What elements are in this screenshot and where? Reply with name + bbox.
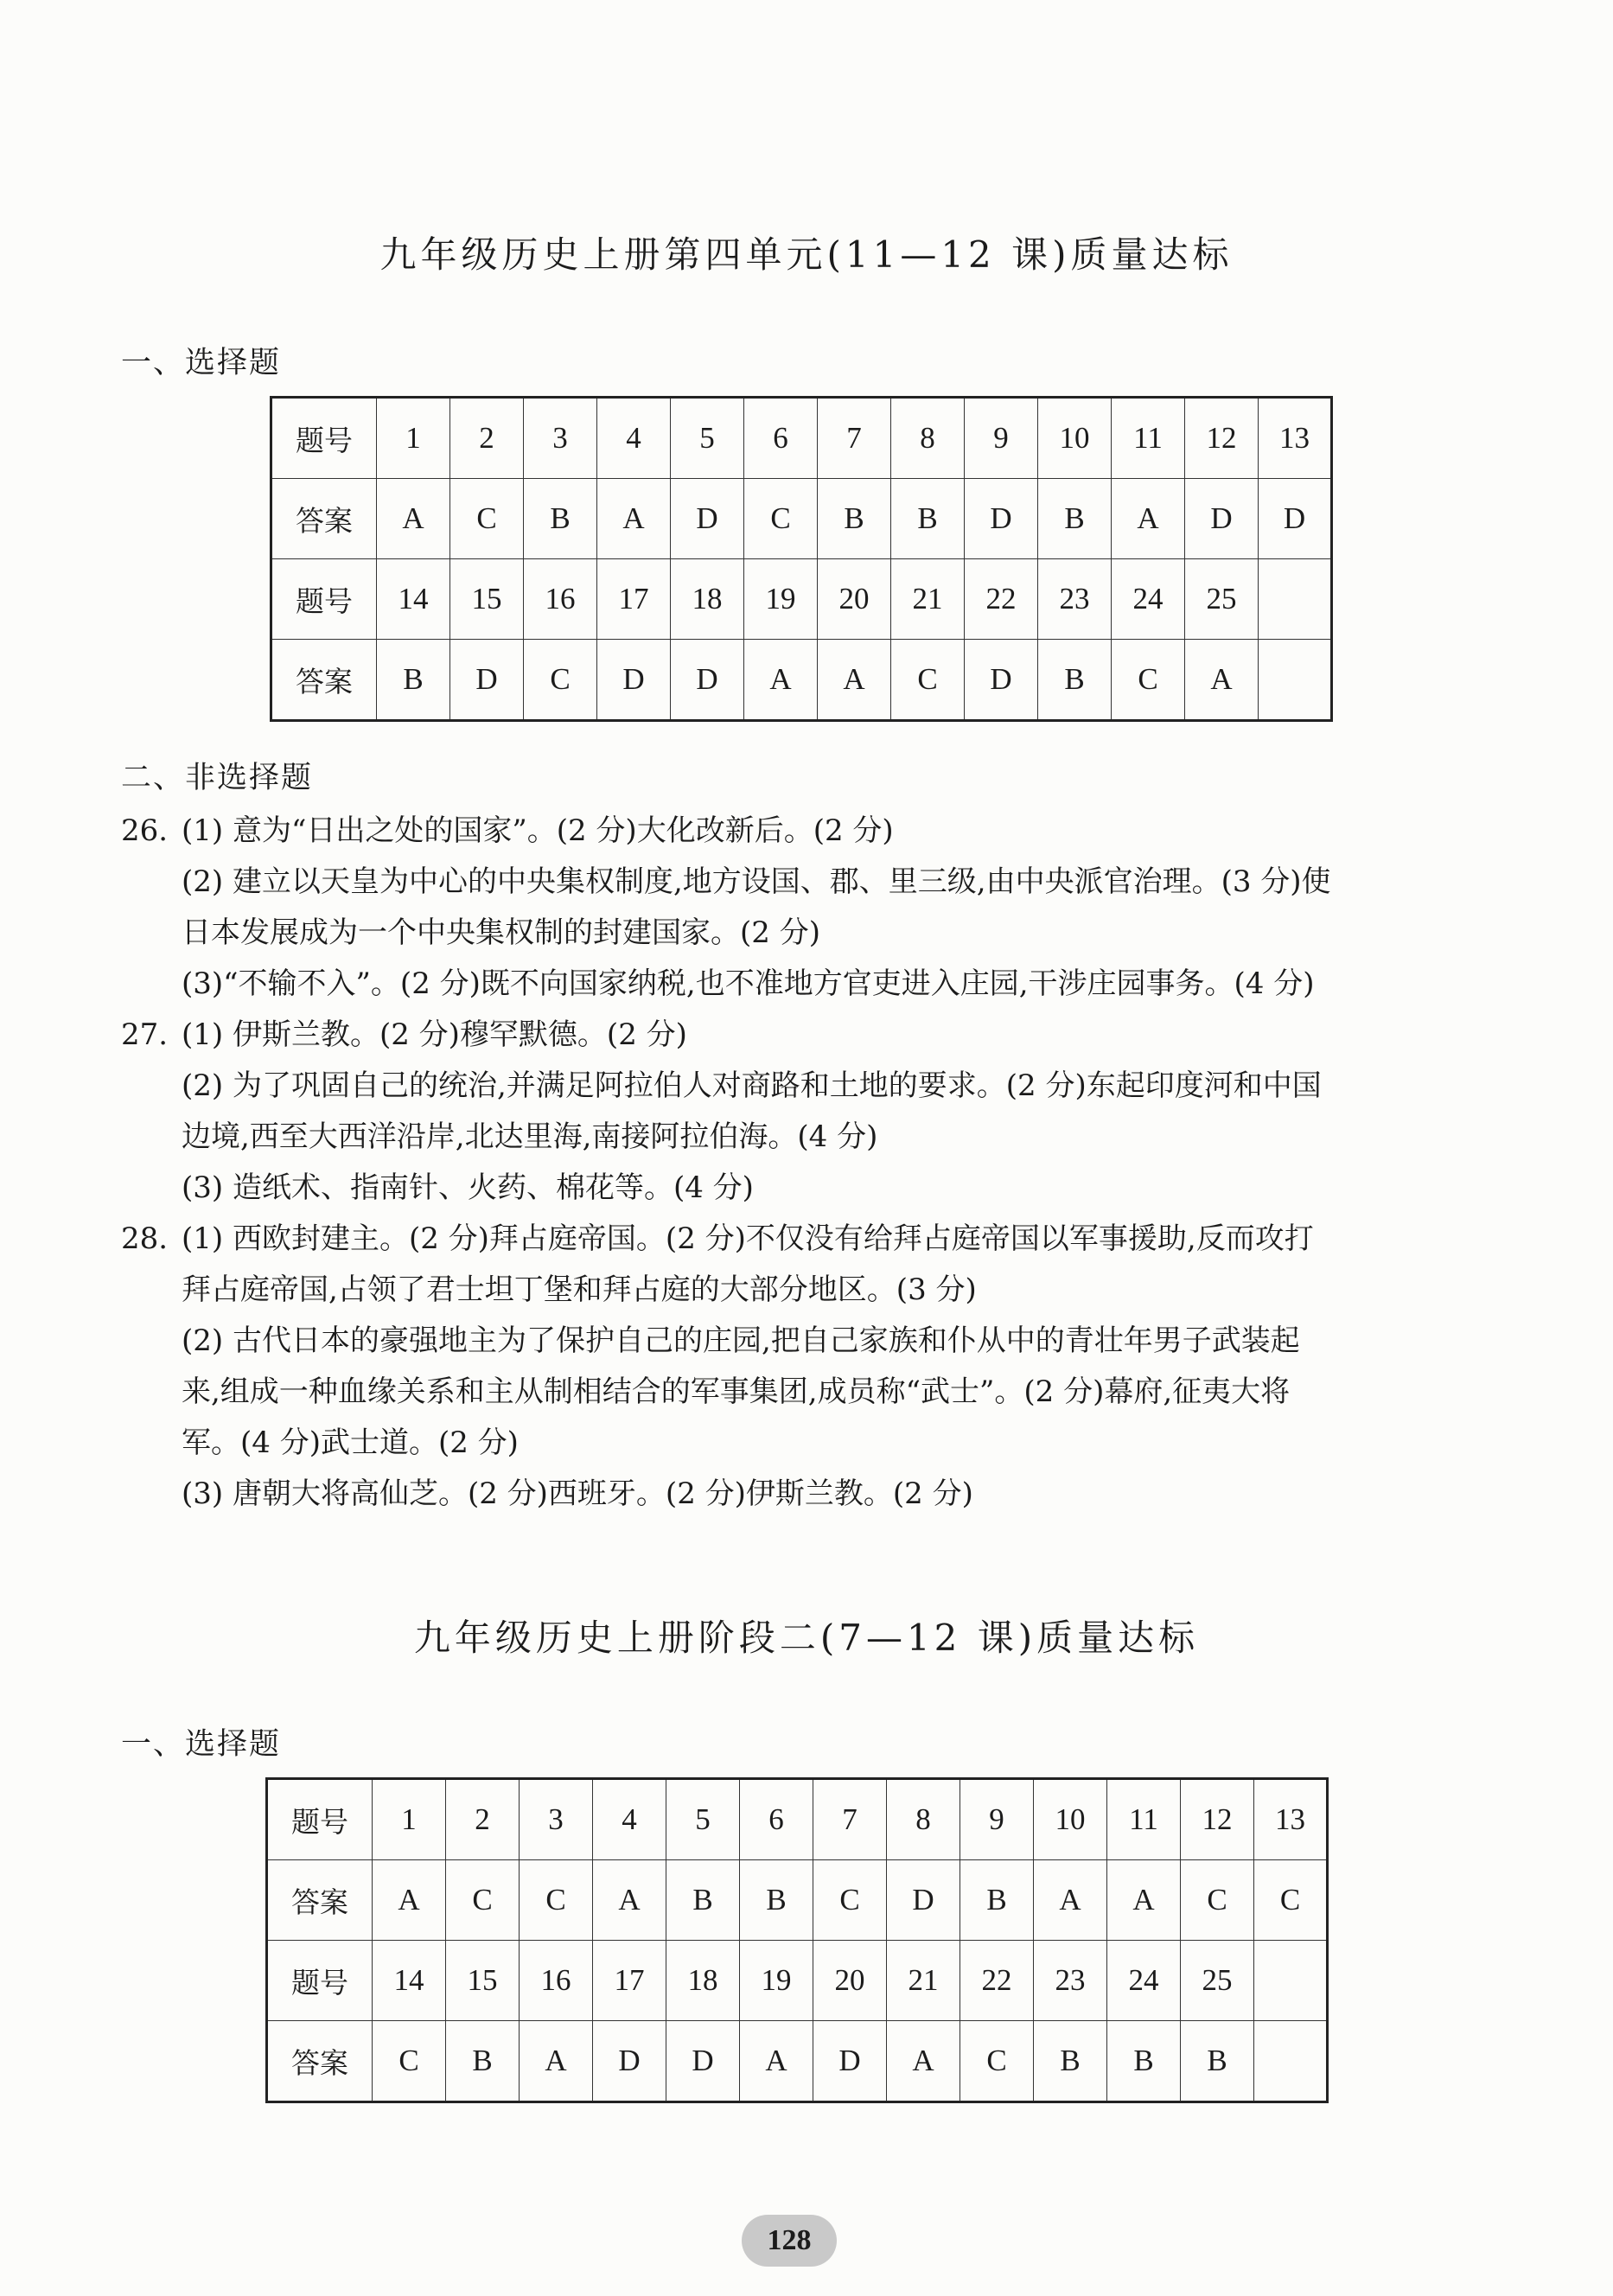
stage2-cell: 14: [373, 1941, 446, 2021]
unit4-cell: 22: [965, 559, 1038, 640]
unit4-cell: 21: [891, 559, 965, 640]
unit4-cell: 9: [965, 398, 1038, 479]
stage2-cell: D: [593, 2021, 666, 2102]
unit4-cell: 2: [450, 398, 524, 479]
stage2-cell: C: [373, 2021, 446, 2102]
stage2-cell: 25: [1181, 1941, 1254, 2021]
stage2-cell: [1254, 2021, 1328, 2102]
stage2-cell: 10: [1034, 1779, 1107, 1860]
unit4-cell: 15: [450, 559, 524, 640]
unit4-row-label: 题号: [271, 398, 377, 479]
stage2-cell: 6: [740, 1779, 813, 1860]
answer-text: (2) 建立以天皇为中心的中央集权制度,地方设国、郡、里三级,由中央派官治理。(3 分)使: [182, 864, 1331, 899]
stage2-row-label: 答案: [267, 2021, 373, 2102]
unit4-cell: A: [1112, 479, 1185, 559]
stage2-cell: 11: [1107, 1779, 1181, 1860]
unit4-row: [271, 640, 1332, 721]
stage2-cell: D: [813, 2021, 887, 2102]
stage2-cell: D: [666, 2021, 740, 2102]
stage2-answer-table: [265, 1777, 1329, 2103]
question-number: 26.: [121, 813, 169, 848]
unit4-cell: 7: [818, 398, 891, 479]
stage2-cell: A: [887, 2021, 960, 2102]
stage2-cell: 19: [740, 1941, 813, 2021]
unit4-cell: 1: [377, 398, 450, 479]
answer-line: [121, 908, 1504, 959]
stage2-cell: 4: [593, 1779, 666, 1860]
stage2-cell: B: [446, 2021, 520, 2102]
stage2-cell: 8: [887, 1779, 960, 1860]
unit4-cell: D: [965, 479, 1038, 559]
unit4-cell: [1259, 640, 1332, 721]
stage2-row-label: 题号: [267, 1779, 373, 1860]
stage2-cell: A: [1034, 1860, 1107, 1941]
stage2-cell: 12: [1181, 1779, 1254, 1860]
question-number: 28.: [121, 1221, 169, 1256]
unit4-answer-table: [270, 396, 1333, 722]
unit4-cell: 24: [1112, 559, 1185, 640]
answer-text: (1) 伊斯兰教。(2 分)穆罕默德。(2 分): [182, 1017, 687, 1052]
unit4-cell: 20: [818, 559, 891, 640]
stage2-cell: 13: [1254, 1779, 1328, 1860]
answer-text: 军。(4 分)武士道。(2 分): [182, 1425, 519, 1460]
unit4-row-label: 答案: [271, 479, 377, 559]
stage2-cell: C: [1254, 1860, 1328, 1941]
unit4-cell: C: [744, 479, 818, 559]
unit4-cell: [1259, 559, 1332, 640]
unit4-row: [271, 398, 1332, 479]
stage2-cell: 18: [666, 1941, 740, 2021]
stage2-cell: A: [520, 2021, 593, 2102]
answer-text: (3)“不输不入”。(2 分)既不向国家纳税,也不准地方官吏进入庄园,干涉庄园事务。(4 分): [182, 966, 1315, 1001]
answer-line: [121, 1061, 1504, 1112]
unit4-cell: 14: [377, 559, 450, 640]
answer-text: (3) 造纸术、指南针、火药、棉花等。(4 分): [182, 1170, 754, 1205]
stage2-row: [267, 2021, 1328, 2102]
unit4-cell: D: [450, 640, 524, 721]
unit4-cell: B: [1038, 640, 1112, 721]
stage2-cell: 20: [813, 1941, 887, 2021]
answer-text: (2) 古代日本的豪强地主为了保护自己的庄园,把自己家族和仆从中的青壮年男子武装起: [182, 1323, 1300, 1358]
answer-text: (1) 意为“日出之处的国家”。(2 分)大化改新后。(2 分): [182, 813, 894, 848]
stage2-cell: 9: [960, 1779, 1034, 1860]
unit4-cell: 25: [1185, 559, 1259, 640]
unit4-cell: A: [744, 640, 818, 721]
answer-text: (2) 为了巩固自己的统治,并满足阿拉伯人对商路和土地的要求。(2 分)东起印度河和中国: [182, 1068, 1322, 1103]
answer-line: [121, 1112, 1504, 1163]
unit4-cell: 19: [744, 559, 818, 640]
stage2-cell: 24: [1107, 1941, 1181, 2021]
stage2-cell: B: [1107, 2021, 1181, 2102]
stage2-cell: C: [446, 1860, 520, 1941]
unit4-cell: B: [1038, 479, 1112, 559]
unit4-cell: 17: [597, 559, 671, 640]
stage2-cell: 2: [446, 1779, 520, 1860]
unit4-cell: 18: [671, 559, 744, 640]
stage2-cell: 21: [887, 1941, 960, 2021]
stage2-cell: 23: [1034, 1941, 1107, 2021]
stage2-cell: C: [960, 2021, 1034, 2102]
unit4-cell: A: [1185, 640, 1259, 721]
stage2-cell: B: [960, 1860, 1034, 1941]
unit4-cell: 10: [1038, 398, 1112, 479]
answer-text: 边境,西至大西洋沿岸,北达里海,南接阿拉伯海。(4 分): [182, 1119, 878, 1154]
stage2-cell: C: [813, 1860, 887, 1941]
unit4-cell: 6: [744, 398, 818, 479]
stage2-row-label: 题号: [267, 1941, 373, 2021]
unit4-cell: D: [1259, 479, 1332, 559]
stage2-cell: B: [740, 1860, 813, 1941]
unit4-cell: D: [671, 479, 744, 559]
unit4-row: [271, 479, 1332, 559]
answer-line: [121, 806, 1504, 857]
stage2-section-choice: 一、选择题: [121, 1727, 282, 1762]
unit4-cell: 23: [1038, 559, 1112, 640]
unit4-cell: A: [597, 479, 671, 559]
unit4-cell: C: [1112, 640, 1185, 721]
unit4-cell: 3: [524, 398, 597, 479]
unit4-section-nonchoice: 二、非选择题: [121, 761, 314, 795]
unit4-section-choice: 一、选择题: [121, 346, 282, 380]
stage2-cell: B: [1034, 2021, 1107, 2102]
unit4-cell: 11: [1112, 398, 1185, 479]
unit4-cell: B: [818, 479, 891, 559]
answer-line: [121, 1163, 1504, 1214]
stage2-cell: C: [1181, 1860, 1254, 1941]
unit4-cell: D: [597, 640, 671, 721]
stage2-cell: 17: [593, 1941, 666, 2021]
stage2-cell: 3: [520, 1779, 593, 1860]
stage2-cell: 5: [666, 1779, 740, 1860]
stage2-title: 九年级历史上册阶段二(7—12 课)质量达标: [413, 1617, 1200, 1659]
stage2-cell: A: [740, 2021, 813, 2102]
stage2-cell: 7: [813, 1779, 887, 1860]
answer-line: [121, 1316, 1504, 1367]
unit4-cell: 4: [597, 398, 671, 479]
stage2-cell: A: [373, 1860, 446, 1941]
unit4-cell: B: [377, 640, 450, 721]
answer-text: (1) 西欧封建主。(2 分)拜占庭帝国。(2 分)不仅没有给拜占庭帝国以军事援助,反而攻打: [182, 1221, 1314, 1256]
unit4-row-label: 题号: [271, 559, 377, 640]
answer-text: (3) 唐朝大将高仙芝。(2 分)西班牙。(2 分)伊斯兰教。(2 分): [182, 1476, 973, 1511]
answer-line: [121, 1469, 1504, 1520]
stage2-cell: A: [593, 1860, 666, 1941]
stage2-cell: 16: [520, 1941, 593, 2021]
unit4-cell: D: [965, 640, 1038, 721]
stage2-cell: A: [1107, 1860, 1181, 1941]
answer-line: [121, 1265, 1504, 1316]
stage2-cell: [1254, 1941, 1328, 2021]
stage2-cell: B: [666, 1860, 740, 1941]
unit4-cell: A: [377, 479, 450, 559]
unit4-cell: C: [891, 640, 965, 721]
stage2-cell: C: [520, 1860, 593, 1941]
stage2-row: [267, 1860, 1328, 1941]
unit4-cell: D: [1185, 479, 1259, 559]
answer-line: [121, 1214, 1504, 1265]
unit4-title: 九年级历史上册第四单元(11—12 课)质量达标: [379, 233, 1234, 276]
stage2-row: [267, 1941, 1328, 2021]
answer-line: [121, 959, 1504, 1010]
unit4-cell: 5: [671, 398, 744, 479]
unit4-cell: 8: [891, 398, 965, 479]
unit4-cell: A: [818, 640, 891, 721]
stage2-cell: D: [887, 1860, 960, 1941]
stage2-cell: 1: [373, 1779, 446, 1860]
answer-text: 日本发展成为一个中央集权制的封建国家。(2 分): [182, 915, 820, 950]
page-number: 128: [742, 2215, 837, 2267]
unit4-cell: B: [524, 479, 597, 559]
answer-line: [121, 1010, 1504, 1061]
unit4-cell: 16: [524, 559, 597, 640]
stage2-row-label: 答案: [267, 1860, 373, 1941]
unit4-cell: 13: [1259, 398, 1332, 479]
unit4-cell: B: [891, 479, 965, 559]
answer-line: [121, 857, 1504, 908]
unit4-cell: C: [450, 479, 524, 559]
unit4-cell: C: [524, 640, 597, 721]
question-number: 27.: [121, 1017, 169, 1052]
unit4-cell: D: [671, 640, 744, 721]
unit4-row-label: 答案: [271, 640, 377, 721]
answer-text: 拜占庭帝国,占领了君士坦丁堡和拜占庭的大部分地区。(3 分): [182, 1272, 977, 1307]
stage2-cell: 22: [960, 1941, 1034, 2021]
stage2-cell: B: [1181, 2021, 1254, 2102]
answer-text: 来,组成一种血缘关系和主从制相结合的军事集团,成员称“武士”。(2 分)幕府,征夷大将: [182, 1374, 1291, 1409]
stage2-row: [267, 1779, 1328, 1860]
unit4-cell: 12: [1185, 398, 1259, 479]
answer-line: [121, 1418, 1504, 1469]
answer-line: [121, 1367, 1504, 1418]
stage2-cell: 15: [446, 1941, 520, 2021]
unit4-answers-text: [121, 806, 1504, 1520]
unit4-row: [271, 559, 1332, 640]
